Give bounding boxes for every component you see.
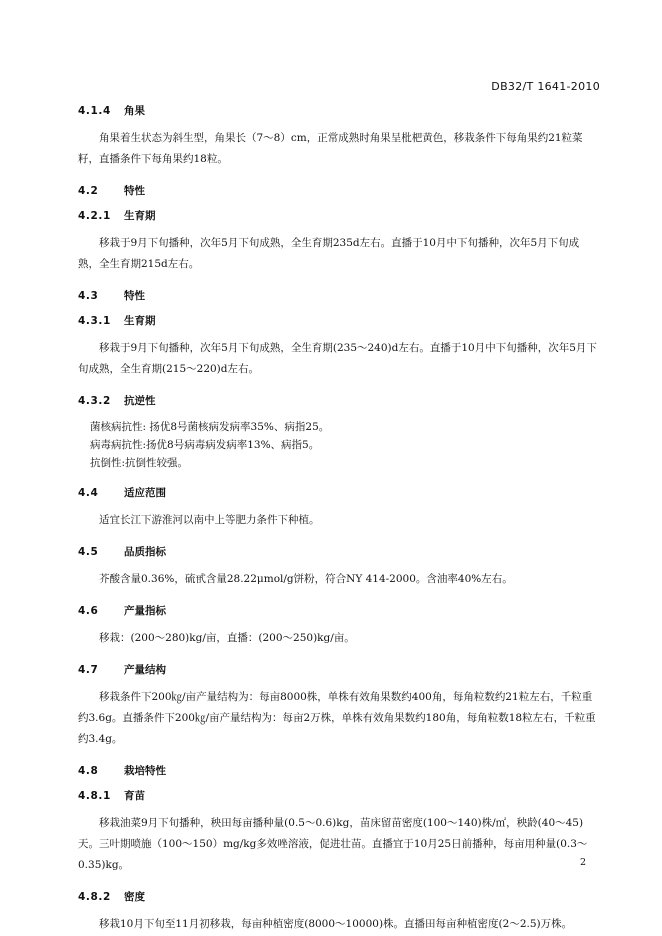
section-number: 4.8.2 bbox=[78, 891, 111, 903]
section-number: 4.7 bbox=[78, 664, 99, 676]
document-code-header: DB32/T 1641-2010 bbox=[491, 80, 600, 93]
section-title: 生育期 bbox=[124, 315, 156, 327]
page-number: 2 bbox=[579, 857, 586, 868]
section-title: 育苗 bbox=[124, 790, 145, 802]
section-number: 4.3 bbox=[78, 290, 99, 302]
section-number: 4.3.1 bbox=[78, 315, 111, 327]
section-title: 产量指标 bbox=[124, 605, 166, 617]
section-title: 角果 bbox=[124, 105, 145, 117]
list-item: 病毒病抗性:扬优8号病毒病发病率13%、病指5。 bbox=[90, 439, 320, 451]
section-title: 生育期 bbox=[124, 210, 156, 222]
body-paragraph: 芥酸含量0.36%，硫甙含量28.22μmol/g饼粉，符合NY 414-2000。含油率40%左右。 bbox=[99, 573, 513, 585]
section-heading bbox=[78, 545, 600, 559]
section-number: 4.5 bbox=[78, 546, 99, 558]
section-number: 4.8.1 bbox=[78, 790, 111, 802]
section-heading bbox=[78, 394, 600, 408]
section-number: 4.3.2 bbox=[78, 395, 111, 407]
section-number: 4.6 bbox=[78, 605, 99, 617]
section-heading bbox=[78, 289, 600, 303]
body-paragraph: 角果着生状态为斜生型，角果长（7～8）cm，正常成熟时角果呈枇杷黄色，移栽条件下每角果约21粒菜籽，直播条件下每角果约18粒。 bbox=[78, 132, 583, 165]
section-title: 产量结构 bbox=[124, 664, 166, 676]
list-item: 菌核病抗性: 扬优8号菌核病发病率35%、病指25。 bbox=[90, 421, 330, 433]
section-heading bbox=[78, 209, 600, 223]
section-heading bbox=[78, 314, 600, 328]
body-paragraph: 移栽于9月下旬播种，次年5月下旬成熟，全生育期235d左右。直播于10月中下旬播种，次年5月下旬成熟，全生育期215d左右。 bbox=[78, 237, 580, 270]
body-paragraph: 移栽：(200～280)kg/亩，直播：(200～250)kg/亩。 bbox=[99, 632, 355, 644]
section-title: 品质指标 bbox=[124, 546, 166, 558]
section-title: 适应范围 bbox=[124, 487, 166, 499]
section-title: 密度 bbox=[124, 891, 145, 903]
section-number: 4.2 bbox=[78, 185, 99, 197]
body-paragraph: 移栽条件下200㎏/亩产量结构为：每亩8000株，单株有效角果数约400角，每角粒数约21粒左右，千粒重约3.6g。直播条件下200㎏/亩产量结构为：每亩2万株，单株有效角果数约180角，每角粒数18粒左右，千粒重约3.4g。 bbox=[78, 691, 596, 745]
body-paragraph: 移栽油菜9月下旬播种，秧田每亩播种量(0.5～0.6)kg，苗床留苗密度(100～140)株/㎡，秧龄(40～45)天。三叶期喷施（100～150）mg/kg多效唑溶液，促进壮苗。直播宜于10月25日前播种，每亩用种量(0.3～0.35)kg。 bbox=[78, 817, 588, 871]
section-number: 4.2.1 bbox=[78, 210, 111, 222]
section-heading bbox=[78, 663, 600, 677]
section-number: 4.4 bbox=[78, 487, 99, 499]
section-number: 4.8 bbox=[78, 765, 99, 777]
body-paragraph: 移栽10月下旬至11月初移栽，每亩种植密度(8000～10000)株。直播田每亩种植密度(2～2.5)万株。 bbox=[99, 918, 573, 930]
document-body bbox=[78, 104, 600, 935]
section-title: 特性 bbox=[124, 185, 145, 197]
section-heading bbox=[78, 789, 600, 803]
section-title: 抗逆性 bbox=[124, 395, 156, 407]
section-heading bbox=[78, 184, 600, 198]
section-title: 特性 bbox=[124, 290, 145, 302]
section-heading bbox=[78, 104, 600, 118]
section-number: 4.1.4 bbox=[78, 105, 111, 117]
section-heading bbox=[78, 890, 600, 904]
section-heading bbox=[78, 486, 600, 500]
section-heading bbox=[78, 604, 600, 618]
body-paragraph: 适宜长江下游淮河以南中上等肥力条件下种植。 bbox=[99, 514, 320, 526]
section-title: 栽培特性 bbox=[124, 765, 166, 777]
body-paragraph: 移栽于9月下旬播种，次年5月下旬成熟，全生育期(235～240)d左右。直播于10月中下旬播种，次年5月下旬成熟，全生育期(215～220)d左右。 bbox=[78, 342, 597, 375]
list-item: 抗倒性:抗倒性较强。 bbox=[90, 457, 189, 469]
section-heading bbox=[78, 764, 600, 778]
